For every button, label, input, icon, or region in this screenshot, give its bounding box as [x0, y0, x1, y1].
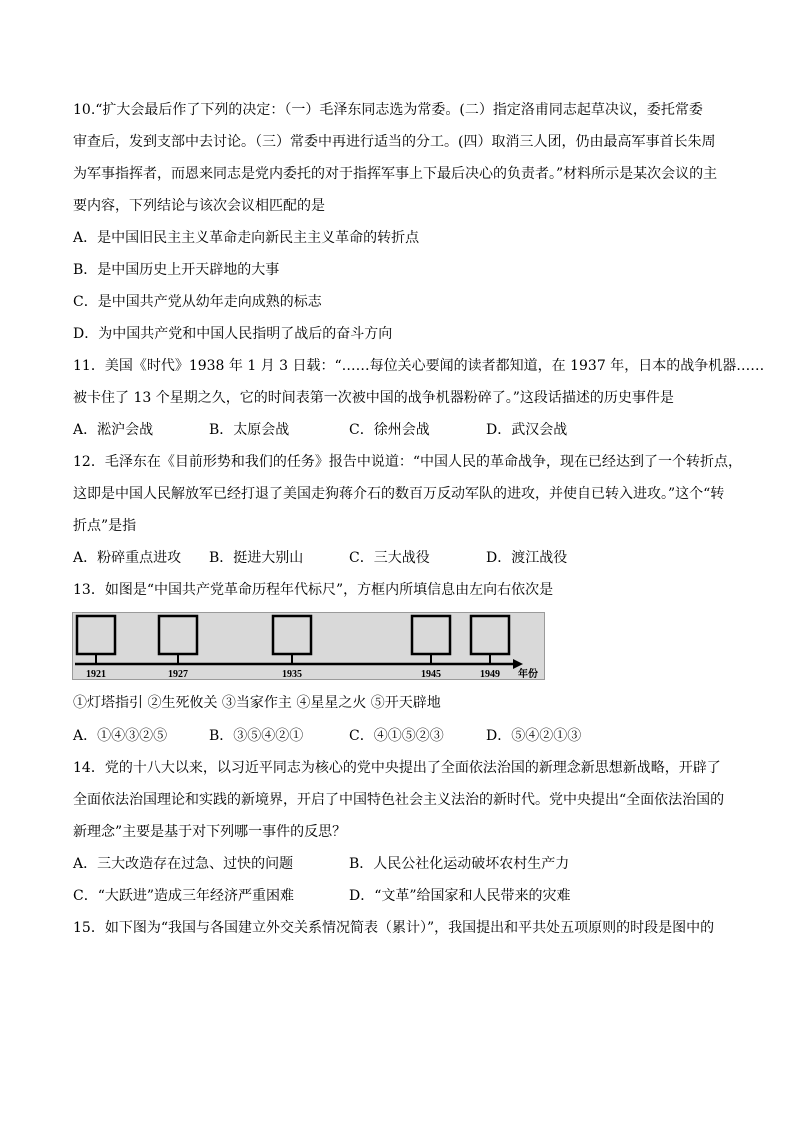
q13-option-c: C．④①⑤②③ [349, 728, 444, 744]
q14-stem-line-2: 全面依法治国理论和实践的新境界，开启了中国特色社会主义法治的新时代。党中央提出“全面依法治国的 [73, 792, 725, 808]
timeline-arrow [513, 659, 523, 669]
q11-stem-line-1: 11．美国《时代》1938 年 1 月 3 日载：“……每位关心要闻的读者都知道，在 1937 年，日本的战争机器…… [73, 358, 765, 374]
timeline-axis-label: 年份 [518, 669, 538, 679]
q10-stem-line-2: 审查后，发到支部中去讨论。（三）常委中再进行适当的分工。(四）取消三人团，仍由最高军事首长朱周 [73, 134, 716, 150]
timeline-year-1: 1921 [86, 669, 106, 679]
timeline-year-5: 1949 [480, 669, 500, 679]
q14-option-c: C．“大跃进”造成三年经济严重困难 [73, 888, 295, 904]
timeline-svg [73, 613, 544, 679]
timeline-box-1 [77, 616, 115, 654]
q13-option-d: D．⑤④②①③ [486, 728, 582, 744]
q14-stem-line-1: 14．党的十八大以来，以习近平同志为核心的党中央提出了全面依法治国的新理念新思想新战略，开辟了 [73, 760, 721, 776]
q14-option-d: D．“文革”给国家和人民带来的灾难 [349, 888, 571, 904]
q13-option-b: B．③⑤④②① [209, 728, 304, 744]
timeline-figure [72, 612, 545, 680]
q10-option-a: A．是中国旧民主主义革命走向新民主主义革命的转折点 [73, 230, 420, 246]
timeline-box-5 [471, 616, 509, 654]
q11-options [73, 420, 723, 440]
q15-stem-line-1: 15．如下图为“我国与各国建立外交关系情况简表（累计）”，我国提出和平共处五项原则的时段是图中的 [73, 920, 715, 936]
q11-option-b: B．太原会战 [209, 422, 290, 438]
q12-option-d: D．渡江战役 [486, 550, 568, 566]
q11-option-a: A．淞沪会战 [73, 422, 154, 438]
q11-option-d: D．武汉会战 [486, 422, 568, 438]
q13-options [73, 726, 723, 746]
q11-stem-line-2: 被卡住了 13 个星期之久，它的时间表第一次被中国的战争机器粉碎了。”这段话描述的历史事件是 [73, 390, 674, 406]
q10-option-b: B．是中国历史上开天辟地的大事 [73, 262, 280, 278]
timeline-year-4: 1945 [421, 669, 441, 679]
q14-option-a: A．三大改造存在过急、过快的问题 [73, 856, 294, 872]
q13-stem: 13．如图是“中国共产党革命历程年代标尺”，方框内所填信息由左向右依次是 [73, 582, 554, 598]
q13-option-a: A．①④③②⑤ [73, 728, 168, 744]
q12-stem-line-2: 这即是中国人民解放军已经打退了美国走狗蒋介石的数百万反动军队的进攻，并使自已转入进攻。”这个“转 [73, 486, 725, 502]
timeline-box-3 [273, 616, 311, 654]
q14-option-b: B．人民公社化运动破坏农村生产力 [349, 856, 570, 872]
q12-options [73, 548, 723, 568]
q12-stem-line-1: 12．毛泽东在《目前形势和我们的任务》报告中说道：“中国人民的革命战争，现在已经达到了一个转折点， [73, 454, 742, 470]
q14-options-row-2 [73, 886, 723, 906]
q10-stem-line-3: 为军事指挥者，而恩来同志是党内委托的对于指挥军事上下最后决心的负责者。”材料所示是某次会议的主 [73, 166, 718, 182]
timeline-box-2 [159, 616, 197, 654]
q12-option-c: C．三大战役 [349, 550, 430, 566]
q13-choices-line: ①灯塔指引 ②生死攸关 ③当家作主 ④星星之火 ⑤开天辟地 [73, 695, 441, 711]
q10-stem-line-1: 10.“扩大会最后作了下列的决定：（一）毛泽东同志选为常委。(二）指定洛甫同志起草决议，委托常委 [73, 102, 703, 118]
q10-option-c: C．是中国共产党从幼年走向成熟的标志 [73, 294, 322, 310]
timeline-box-4 [412, 616, 450, 654]
q12-option-b: B．挺进大别山 [209, 550, 304, 566]
q12-stem-line-3: 折点”是指 [73, 518, 137, 534]
q10-option-d: D．为中国共产党和中国人民指明了战后的奋斗方向 [73, 326, 393, 342]
q10-stem-line-4: 要内容，下列结论与该次会议相匹配的是 [73, 198, 325, 214]
q11-option-c: C．徐州会战 [349, 422, 430, 438]
q12-option-a: A．粉碎重点进攻 [73, 550, 182, 566]
q14-stem-line-3: 新理念”主要是基于对下列哪一事件的反思？ [73, 824, 347, 840]
timeline-year-3: 1935 [282, 669, 302, 679]
timeline-year-2: 1927 [168, 669, 188, 679]
q14-options-row-1 [73, 854, 723, 874]
